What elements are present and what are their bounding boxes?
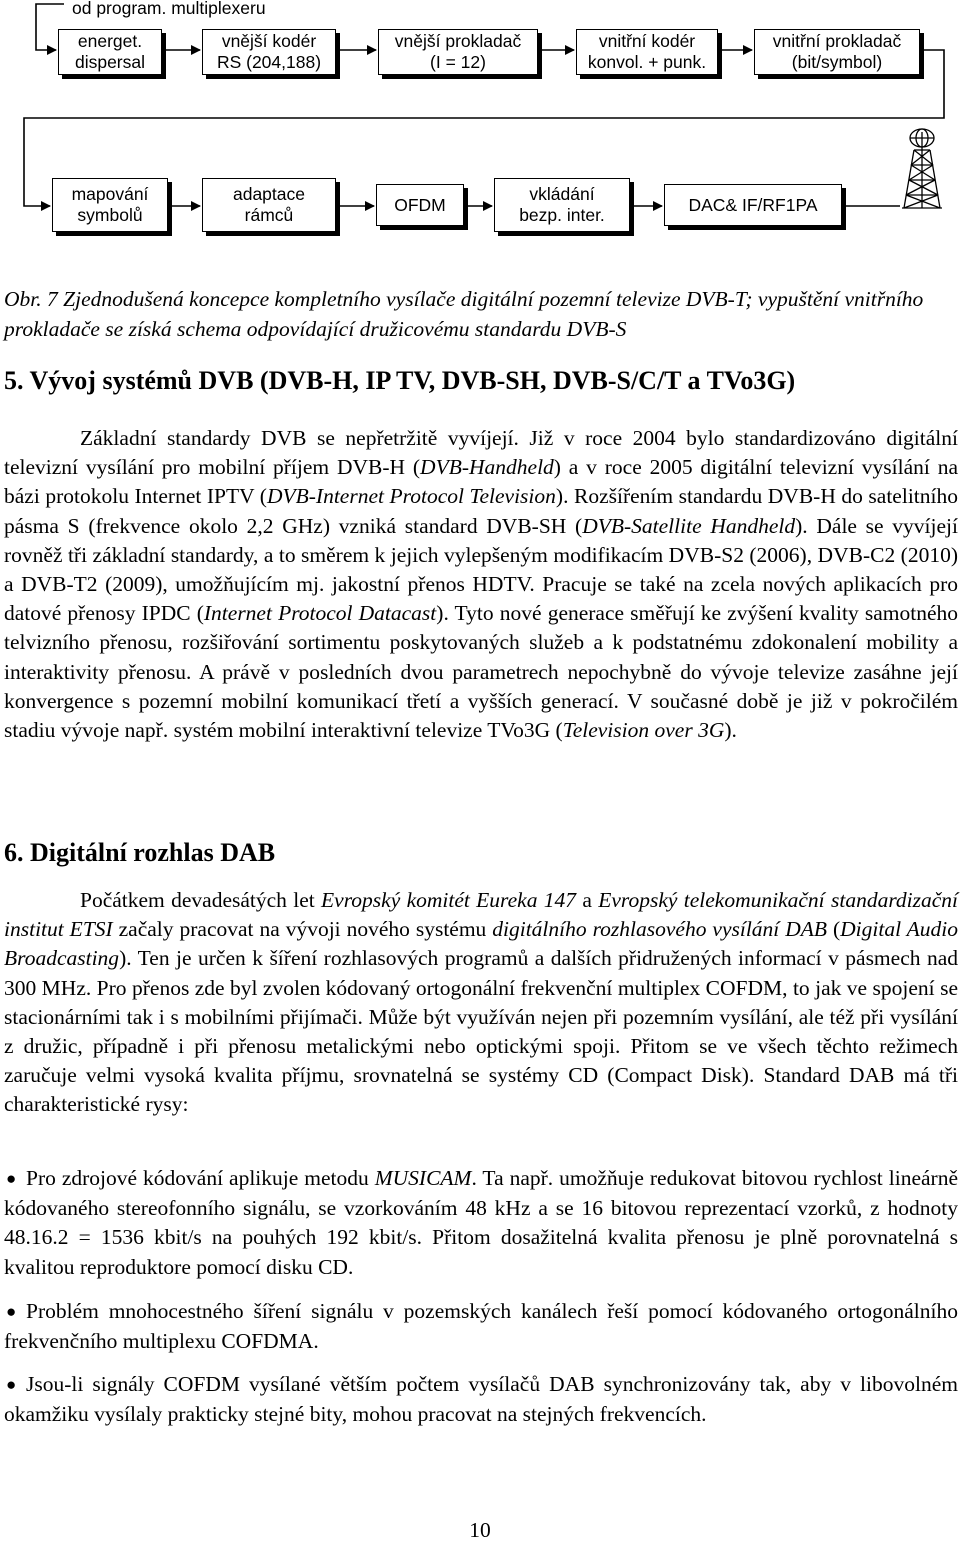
block-frame-adaptation: adaptace rámců (202, 178, 336, 232)
diagram-input-label: od program. multiplexeru (72, 0, 266, 18)
block-energy-dispersal: energet. dispersal (58, 29, 162, 75)
block-inner-coder: vnitřní kodér konvol. + punk. (576, 29, 718, 75)
block-ofdm: OFDM (376, 184, 464, 226)
block-symbol-mapping: mapování symbolů (52, 178, 168, 232)
block-outer-interleaver: vnější prokladač (I = 12) (378, 29, 538, 75)
antenna-mast-icon (902, 129, 942, 208)
bullet-icon: ● (6, 1302, 17, 1321)
block-outer-coder: vnější kodér RS (204,188) (202, 29, 336, 75)
figure-caption: Obr. 7 Zjednodušená koncepce kompletního vysílače digitální pozemní televize DVB-T; vypuštění vnitřního prokladače se získá schema odpovídající družicovému standardu DVB-S (4, 287, 924, 341)
section-6-heading: 6. Digitální rozhlas DAB (4, 838, 276, 867)
bullet-item-multipath: ● Problém mnohocestného šíření signálu v pozemských kanálech řeší pomocí kódovaného ortogonálního frekvenčního multiplexu COFDMA. (4, 1299, 958, 1353)
section-5-heading: 5. Vývoj systémů DVB (DVB-H, IP TV, DVB-SH, DVB-S/C/T a TVo3G) (4, 366, 796, 395)
bullet-icon: ● (6, 1169, 17, 1188)
block-guard-interval: vkládání bezp. inter. (494, 178, 630, 232)
block-inner-interleaver: vnitřní prokladač (bit/symbol) (754, 29, 920, 75)
block-dac-rf: DAC& IF/RF1PA (664, 184, 842, 226)
bullet-item-musicam: ● Pro zdrojové kódování aplikuje metodu MUSICAM. Ta např. umožňuje redukovat bitovou rychlost lineárně kódovaného stereofonního signálu, se vzorkováním 48 kHz a se 16 bitovou reprezentací vzorků, z hodnoty 48.16.2 = 1536 kbit/s na pouhých 192 kbit/s. Přitom dosažitelná kvalita přenosu je plně porovnatelná s kvalitou reproduktore pomocí disku CD. (4, 1166, 958, 1279)
bullet-item-sfn: ● Jsou-li signály COFDM vysílané větším počtem vysílačů DAB synchronizovány tak, aby v libovolném okamžiku vysílaly prakticky stejné bity, mohou pracovat na stejných frekvencích. (4, 1372, 958, 1426)
page-number: 10 (469, 1518, 491, 1542)
section-5-paragraph: Základní standardy DVB se nepřetržitě vyvíjejí. Již v roce 2004 bylo standardizováno digitální televizní vysílání pro mobilní příjem DVB-H (DVB-Handheld) a v roce 2005 digitální televizní vysílání na bázi protokolu Internet IPTV (DVB-Internet Protocol Television). Rozšířením standardu DVB-H do satelitního pásma S (frekvence okolo 2,2 GHz) vzniká standard DVB-SH (DVB-Satellite Handheld). Dále se vyvíjejí rovněž tři základní standardy, a to směrem k jejich vylepšeným modifikacím DVB-S2 (2006), DVB-C2 (2010) a DVB-T2 (2009), umožňujícím mj. jakostní přenos HDTV. Pracuje se také na zcela nových aplikacích pro datové přenosy IPDC (Internet Protocol Datacast). Tyto nové generace směřují ke zvýšení kvality samotného telvizního přenosu, rozšiřování sortimentu poskytovaných služeb a k podstatnému zdokonalení mobility a interaktivity přenosu. A právě v posledních dvou parametrech nepochybně do vývoje televize zasáhne její konvergence s pozemní mobilní komunikací třetí a vyšších generací. V současné době je již v pokročilém stadiu vývoje např. systém mobilní interaktivní televize TVo3G (Television over 3G). (4, 426, 958, 743)
section-6-paragraph: Počátkem devadesátých let Evropský komitét Eureka 147 a Evropský telekomunikační standardizační institut ETSI začaly pracovat na vývoji nového systému digitálního rozhlasového vysílání DAB (Digital Audio Broadcasting). Ten je určen k šíření rozhlasových programů a dalších přidružených informací v pásmech nad 300 MHz. Pro přenos zde byl zvolen kódovaný ortogonální frekvenční multiplex COFDM, to jak ve spojení se stacionárními tak i s mobilními přijímači. Může být využíván nejen při pozemním vysílání, ale též při vysílání z družic, případně i při přenosu metalickými nebo optickými spoji. Přitom se ve všech těchto režimech zaručuje velmi vysoká kvalita příjmu, srovnatelná se systémy CD (Compact Disk). Standard DAB má tři charakteristické rysy: (4, 888, 958, 1117)
block-diagram (0, 0, 960, 270)
bullet-icon: ● (6, 1375, 17, 1394)
